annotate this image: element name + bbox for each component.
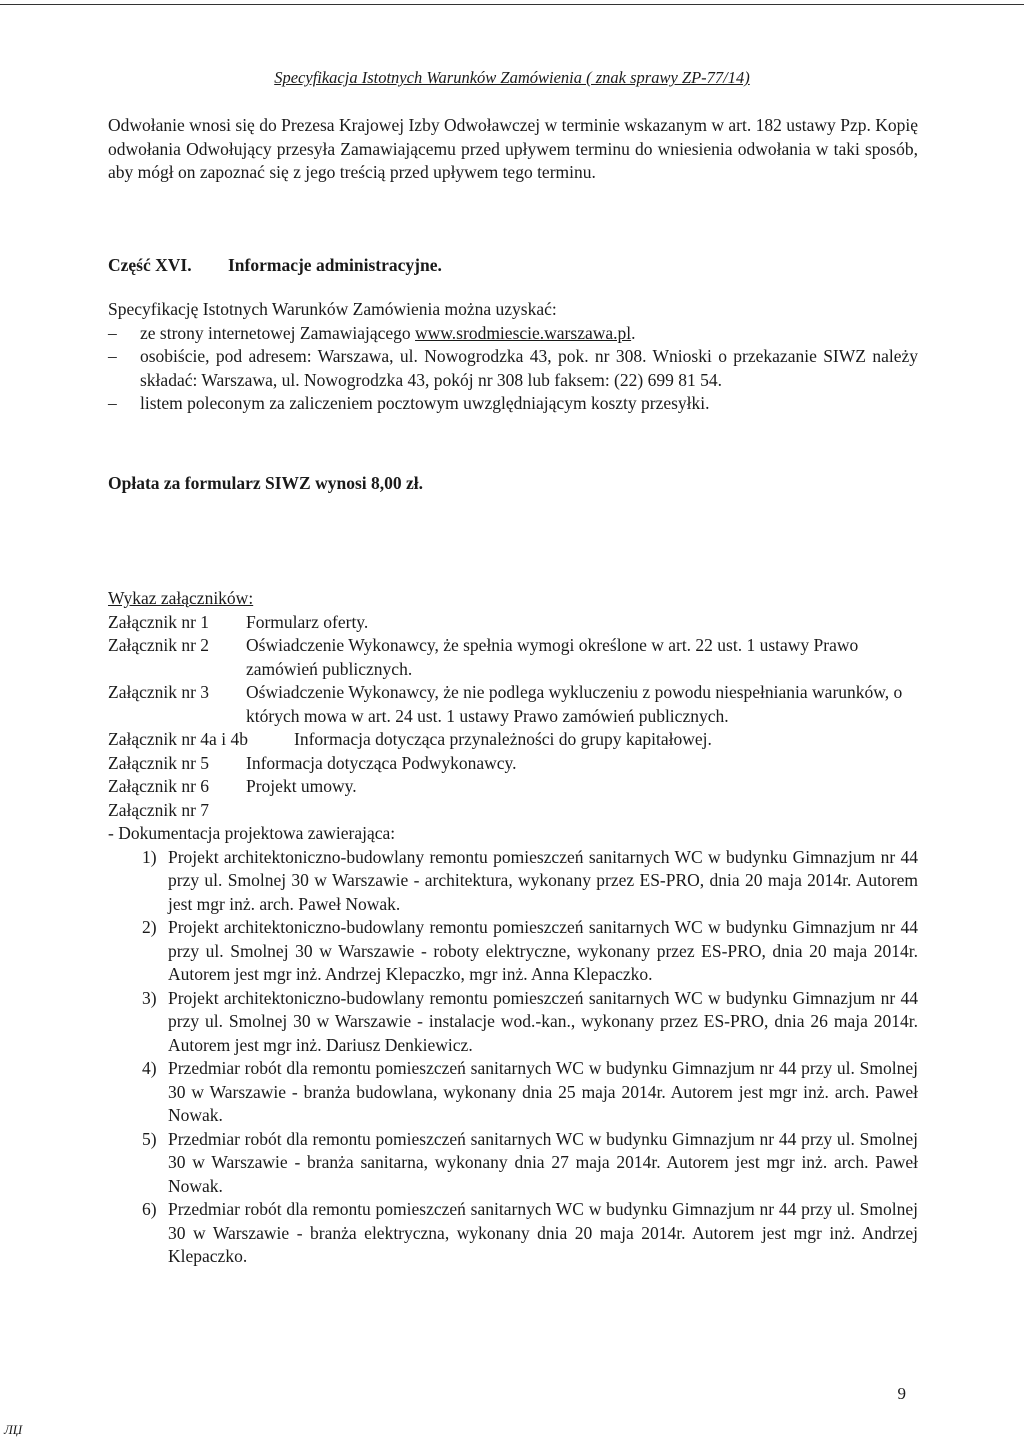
dash-bullet: – [108,322,117,343]
list-item [108,1128,918,1199]
attachment-label: Załącznik nr 4a i 4b [108,729,248,749]
item-number: 3) [142,987,157,1008]
section-title: Informacje administracyjne. [228,255,442,275]
list-item [108,1057,918,1128]
attachment-label: Załącznik nr 6 [108,776,210,796]
item-number: 2) [142,917,157,937]
attachment-text: Formularz oferty. [246,611,369,632]
attachment-row [108,799,918,823]
item-number: 6) [142,1199,157,1219]
attachment-text: Oświadczenie Wykonawcy, że nie podlega wykluczeniu z powodu niespełniania warunków, o których mowa w art. 24 ust. 1 ustawy Prawo zamówień publicznych. [246,682,903,726]
docs-list [108,846,918,1269]
website-link[interactable]: www.srodmiescie.warszawa.pl [415,322,632,343]
dash-bullet: – [108,346,117,366]
list-item [108,345,918,392]
list-item [108,987,918,1058]
item-number: 5) [142,1128,157,1149]
attachment-text: Informacja dotycząca Podwykonawcy. [246,752,517,773]
doc-text: Przedmiar robót dla remontu pomieszczeń sanitarnych WC w budynku Gimnazjum nr 44 przy ul. Smolnej 30 w Warszawie - branża budowlana, wykonany dnia 25 maja 2014r. Autorem jest mgr inż. arch. Paweł Nowak. [168,1058,918,1125]
attachment-label: Załącznik nr 3 [108,682,210,702]
page-number: 9 [897,1384,906,1403]
attachment-row [108,634,918,681]
obtain-lead: Specyfikację Istotnych Warunków Zamówienia można uzyskać: [108,299,557,319]
attachment-row [108,681,918,728]
obtain-section [108,298,918,416]
attachment-row [108,611,918,635]
list-item [108,846,918,917]
doc-text: Przedmiar robót dla remontu pomieszczeń sanitarnych WC w budynku Gimnazjum nr 44 przy ul. Smolnej 30 w Warszawie - branża elektryczna, wykonany dnia 20 maja 2014r. Autorem jest mgr inż. Andrzej Klepaczko. [168,1199,918,1266]
section-heading [108,254,918,278]
attachment-text: Projekt umowy. [246,776,357,796]
attachment-label: Załącznik nr 1 [108,611,210,632]
obtain-item1-prefix: ze strony internetowej Zamawiającego [140,322,416,343]
attachment-row [108,752,918,776]
top-rule [0,4,1024,5]
page-header-title: Specyfikacja Istotnych Warunków Zamówienia ( znak sprawy ZP-77/14) [274,68,750,87]
dash-bullet: – [108,393,117,413]
attachment-label: Załącznik nr 2 [108,635,210,655]
obtain-list [108,322,918,416]
attachment-row [108,775,918,799]
docs-lead: - Dokumentacja projektowa zawierająca: [108,823,396,843]
doc-text: Projekt architektoniczno-budowlany remontu pomieszczeń sanitarnych WC w budynku Gimnazjum nr 44 przy ul. Smolnej 30 w Warszawie - roboty elektryczne, wykonany przez ES-PRO, dnia 20 maja 2014r. Autorem jest mgr inż. Andrzej Klepaczko, mgr inż. Anna Klepaczko. [168,917,918,984]
attachments-section [108,587,918,1269]
doc-text: Projekt architektoniczno-budowlany remontu pomieszczeń sanitarnych WC w budynku Gimnazjum nr 44 przy ul. Smolnej 30 w Warszawie - architektura, wykonany przez ES-PRO, dnia 20 maja 2014r. Autorem jest mgr inż. arch. Paweł Nowak. [168,846,918,914]
attachment-row [108,728,918,752]
section-number: Część XVI. [108,255,192,275]
attachment-text: Oświadczenie Wykonawcy, że spełnia wymogi określone w art. 22 ust. 1 ustawy Prawo zamówień publicznych. [246,635,859,679]
obtain-item3: listem poleconym za zaliczeniem pocztowym uwzględniającym koszty przesyłki. [140,393,710,413]
item-number: 4) [142,1058,157,1078]
fee-note: Opłata za formularz SIWZ wynosi 8,00 zł. [108,473,423,493]
attachment-label: Załącznik nr 7 [108,799,210,820]
attachment-text: Informacja dotycząca przynależności do grupy kapitałowej. [294,729,712,749]
intro-paragraph: Odwołanie wnosi się do Prezesa Krajowej Izby Odwoławczej w terminie wskazanym w art. 182 ustawy Pzp. Kopię odwołania Odwołujący przesyła Zamawiającemu przed upływem terminu do wniesienia odwołania w taki sposób, aby mógł on zapoznać się z jego treścią przed upływem tego terminu. [108,115,918,182]
item-number: 1) [142,846,157,867]
list-item [108,916,918,987]
attachment-label: Załącznik nr 5 [108,752,210,773]
list-item [108,322,918,346]
obtain-item2: osobiście, pod adresem: Warszawa, ul. Nowogrodzka 43, pok. nr 308. Wnioski o przekazanie SIWZ należy składać: Warszawa, ul. Nowogrodzka 43, pokój nr 308 lub faksem: (22) 699 81 54. [140,346,918,390]
corner-handwritten-mark: ЛЏ [4,1422,23,1437]
list-item [108,1198,918,1269]
attachment-text [246,799,918,823]
obtain-item1-suffix: . [631,322,636,343]
list-item [108,392,918,416]
attachments-heading: Wykaz załączników: [108,588,254,608]
doc-text: Projekt architektoniczno-budowlany remontu pomieszczeń sanitarnych WC w budynku Gimnazjum nr 44 przy ul. Smolnej 30 w Warszawie - instalacje wod.-kan., wykonany przez ES-PRO, dnia 26 maja 2014r. Autorem jest mgr inż. Dariusz Denkiewicz. [168,987,918,1055]
doc-text: Przedmiar robót dla remontu pomieszczeń sanitarnych WC w budynku Gimnazjum nr 44 przy ul. Smolnej 30 w Warszawie - branża sanitarna, wykonany dnia 27 maja 2014r. Autorem jest mgr inż. arch. Paweł Nowak. [168,1128,918,1196]
